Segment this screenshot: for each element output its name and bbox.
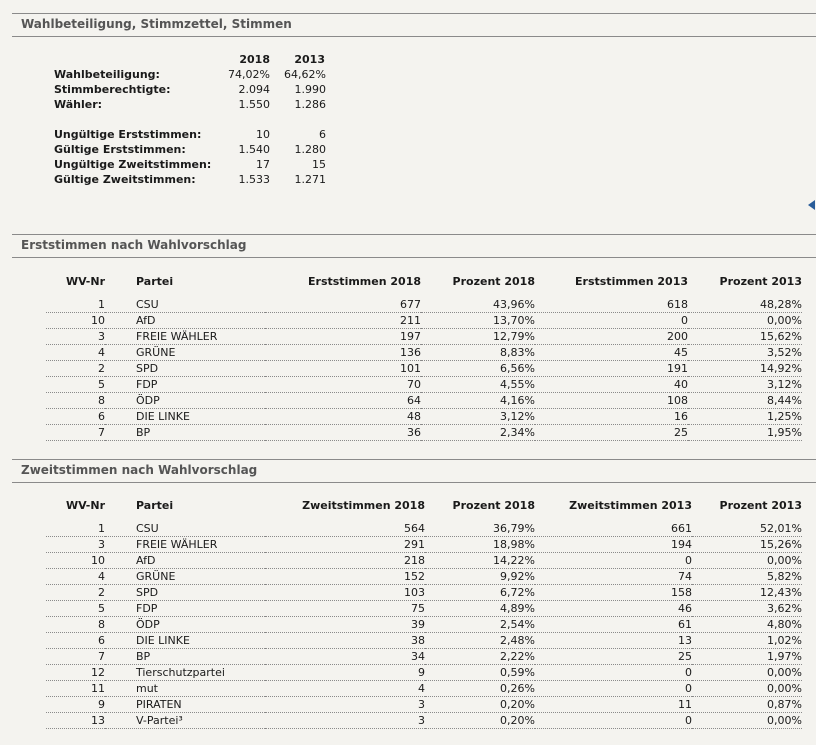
prozent-2018-cell: 0,59% (425, 665, 535, 681)
stat-label: Gültige Zweitstimmen: (54, 173, 196, 186)
stimmen-2018-cell: 3 (265, 697, 425, 713)
stimmen-2013-cell: 0 (535, 665, 692, 681)
table-row (46, 601, 802, 617)
stimmen-2013-cell: 0 (535, 681, 692, 697)
zweit-section-header (12, 459, 816, 483)
partei-cell: FDP (105, 601, 265, 617)
wv-nr-cell: 7 (46, 425, 105, 441)
prozent-2018-cell: 0,20% (425, 713, 535, 729)
stat-value-2013: 1.286 (294, 98, 326, 111)
table-row (46, 681, 802, 697)
wv-nr-cell: 6 (46, 409, 105, 425)
wv-nr-cell: 2 (46, 585, 105, 601)
stimmen-2018-cell: 34 (265, 649, 425, 665)
partei-cell: PIRATEN (105, 697, 265, 713)
stimmen-2013-cell: 108 (535, 393, 688, 409)
stimmen-2013-cell: 0 (535, 713, 692, 729)
stat-row (54, 127, 326, 142)
partei-cell: DIE LINKE (105, 409, 265, 425)
prozent-2018-cell: 14,22% (425, 553, 535, 569)
partei-cell: GRÜNE (105, 569, 265, 585)
prozent-2018-cell: 4,89% (425, 601, 535, 617)
table-row (46, 425, 802, 441)
stat-value-2013: 1.280 (294, 143, 326, 156)
stimmen-2018-header: Erststimmen 2018 (308, 275, 421, 288)
partei-cell: mut (105, 681, 265, 697)
partei-header: Partei (136, 275, 174, 288)
prozent-2013-cell: 1,25% (688, 409, 802, 425)
prozent-2018-cell: 4,16% (421, 393, 535, 409)
table-row (46, 649, 802, 665)
stimmen-2018-cell: 75 (265, 601, 425, 617)
partei-cell: ÖDP (105, 393, 265, 409)
partei-cell: V-Partei³ (105, 713, 265, 729)
table-row (46, 537, 802, 553)
stimmen-2018-cell: 36 (265, 425, 421, 441)
partei-cell: FREIE WÄHLER (105, 329, 265, 345)
table-row (46, 665, 802, 681)
partei-cell: CSU (105, 297, 265, 313)
stat-value-2013: 1.271 (294, 173, 326, 186)
prozent-2013-cell: 12,43% (692, 585, 802, 601)
prozent-2013-cell: 0,00% (692, 665, 802, 681)
stat-value-2018: 1.550 (238, 98, 270, 111)
prozent-2013-cell: 0,00% (692, 713, 802, 729)
stimmen-2013-cell: 40 (535, 377, 688, 393)
stat-value-2018: 2.094 (238, 83, 270, 96)
zweit-title: Zweitstimmen nach Wahlvorschlag (21, 463, 258, 477)
prozent-2013-cell: 0,00% (688, 313, 802, 329)
stimmen-2018-cell: 152 (265, 569, 425, 585)
table-row (46, 297, 802, 313)
partei-cell: ÖDP (105, 617, 265, 633)
stimmen-2013-cell: 25 (535, 425, 688, 441)
partei-cell: Tierschutzpartei (105, 665, 265, 681)
prozent-2013-cell: 0,00% (692, 681, 802, 697)
stat-value-2018: 17 (256, 158, 270, 171)
stimmen-2013-header: Erststimmen 2013 (575, 275, 688, 288)
prozent-2018-cell: 6,56% (421, 361, 535, 377)
table-row (46, 633, 802, 649)
prozent-2018-cell: 0,20% (425, 697, 535, 713)
stimmen-2018-cell: 197 (265, 329, 421, 345)
stat-row (54, 82, 326, 97)
table-row (46, 377, 802, 393)
prozent-2018-header: Prozent 2018 (452, 275, 535, 288)
prozent-2018-cell: 43,96% (421, 297, 535, 313)
partei-cell: DIE LINKE (105, 633, 265, 649)
stimmen-2013-cell: 46 (535, 601, 692, 617)
prozent-2013-cell: 4,80% (692, 617, 802, 633)
prozent-2013-cell: 52,01% (692, 521, 802, 537)
stat-row (54, 157, 326, 172)
partei-cell: FDP (105, 377, 265, 393)
stimmen-2013-cell: 661 (535, 521, 692, 537)
stimmen-2018-cell: 291 (265, 537, 425, 553)
stat-value-2013: 64,62% (284, 68, 326, 81)
wv-nr-cell: 3 (46, 329, 105, 345)
stimmen-2013-header: Zweitstimmen 2013 (569, 499, 692, 512)
stimmen-2018-cell: 677 (265, 297, 421, 313)
prozent-2018-cell: 13,70% (421, 313, 535, 329)
partei-cell: SPD (105, 361, 265, 377)
prozent-2018-cell: 8,83% (421, 345, 535, 361)
table-row (46, 553, 802, 569)
stimmen-2018-cell: 101 (265, 361, 421, 377)
wv-nr-cell: 7 (46, 649, 105, 665)
table-row (46, 617, 802, 633)
partei-cell: CSU (105, 521, 265, 537)
wv-nr-cell: 1 (46, 297, 105, 313)
stimmen-2018-cell: 3 (265, 713, 425, 729)
prozent-2013-cell: 8,44% (688, 393, 802, 409)
partei-cell: AfD (105, 553, 265, 569)
stimmen-2018-cell: 64 (265, 393, 421, 409)
stimmen-2013-cell: 618 (535, 297, 688, 313)
stat-row (54, 67, 326, 82)
stat-value-2013: 1.990 (294, 83, 326, 96)
stimmen-2013-cell: 16 (535, 409, 688, 425)
prozent-2013-header: Prozent 2013 (719, 275, 802, 288)
prozent-2018-cell: 6,72% (425, 585, 535, 601)
prozent-2018-cell: 3,12% (421, 409, 535, 425)
prozent-2013-header: Prozent 2013 (719, 499, 802, 512)
prozent-2013-cell: 48,28% (688, 297, 802, 313)
prozent-2013-cell: 1,02% (692, 633, 802, 649)
stat-value-2013: 15 (312, 158, 326, 171)
scroll-arrow-icon[interactable] (808, 200, 815, 210)
partei-cell: SPD (105, 585, 265, 601)
prozent-2018-cell: 12,79% (421, 329, 535, 345)
prozent-2013-cell: 15,26% (692, 537, 802, 553)
wv-nr-cell: 10 (46, 553, 105, 569)
stimmen-2013-cell: 158 (535, 585, 692, 601)
table-row (46, 569, 802, 585)
stat-row (54, 172, 326, 187)
wv-nr-cell: 8 (46, 393, 105, 409)
table-row (46, 393, 802, 409)
stimmen-2018-cell: 218 (265, 553, 425, 569)
stimmen-2018-cell: 9 (265, 665, 425, 681)
wv-nr-cell: 12 (46, 665, 105, 681)
partei-cell: BP (105, 649, 265, 665)
stat-label: Ungültige Erststimmen: (54, 128, 202, 141)
erststimmen-table (46, 274, 802, 441)
partei-cell: GRÜNE (105, 345, 265, 361)
prozent-2013-cell: 3,62% (692, 601, 802, 617)
stat-label: Stimmberechtigte: (54, 83, 171, 96)
partei-header: Partei (136, 499, 174, 512)
prozent-2013-cell: 1,97% (692, 649, 802, 665)
stimmen-2013-cell: 45 (535, 345, 688, 361)
prozent-2018-cell: 2,54% (425, 617, 535, 633)
prozent-2018-header: Prozent 2018 (452, 499, 535, 512)
wv-nr-header: WV-Nr (65, 499, 105, 512)
wv-nr-cell: 8 (46, 617, 105, 633)
turnout-stats (54, 52, 326, 187)
stimmen-2013-cell: 11 (535, 697, 692, 713)
stimmen-2018-cell: 211 (265, 313, 421, 329)
stimmen-2013-cell: 74 (535, 569, 692, 585)
table-row (46, 409, 802, 425)
stimmen-2018-cell: 70 (265, 377, 421, 393)
stimmen-2013-cell: 194 (535, 537, 692, 553)
year-2013-header: 2013 (294, 53, 325, 66)
stimmen-2013-cell: 191 (535, 361, 688, 377)
stat-row (54, 97, 326, 112)
prozent-2013-cell: 1,95% (688, 425, 802, 441)
table-row (46, 361, 802, 377)
prozent-2013-cell: 15,62% (688, 329, 802, 345)
stimmen-2018-cell: 4 (265, 681, 425, 697)
stat-label: Ungültige Zweitstimmen: (54, 158, 212, 171)
table-row (46, 713, 802, 729)
wv-nr-header: WV-Nr (65, 275, 105, 288)
prozent-2018-cell: 2,34% (421, 425, 535, 441)
stat-value-2018: 10 (256, 128, 270, 141)
stimmen-2018-header: Zweitstimmen 2018 (302, 499, 425, 512)
stimmen-2013-cell: 200 (535, 329, 688, 345)
table-row (46, 329, 802, 345)
prozent-2013-cell: 0,87% (692, 697, 802, 713)
wv-nr-cell: 6 (46, 633, 105, 649)
prozent-2013-cell: 3,12% (688, 377, 802, 393)
stat-label: Wahlbeteiligung: (54, 68, 160, 81)
zweitstimmen-table (46, 498, 802, 729)
wv-nr-cell: 9 (46, 697, 105, 713)
prozent-2018-cell: 4,55% (421, 377, 535, 393)
erst-title: Erststimmen nach Wahlvorschlag (21, 238, 247, 252)
partei-cell: BP (105, 425, 265, 441)
wv-nr-cell: 4 (46, 345, 105, 361)
prozent-2013-cell: 3,52% (688, 345, 802, 361)
year-2018-header: 2018 (239, 53, 270, 66)
stimmen-2013-cell: 25 (535, 649, 692, 665)
stimmen-2013-cell: 0 (535, 313, 688, 329)
wv-nr-cell: 5 (46, 601, 105, 617)
stimmen-2018-cell: 39 (265, 617, 425, 633)
wv-nr-cell: 1 (46, 521, 105, 537)
prozent-2018-cell: 2,48% (425, 633, 535, 649)
prozent-2018-cell: 2,22% (425, 649, 535, 665)
prozent-2018-cell: 0,26% (425, 681, 535, 697)
stimmen-2013-cell: 0 (535, 553, 692, 569)
stat-row (54, 142, 326, 157)
stimmen-2018-cell: 564 (265, 521, 425, 537)
partei-cell: AfD (105, 313, 265, 329)
prozent-2018-cell: 9,92% (425, 569, 535, 585)
prozent-2018-cell: 36,79% (425, 521, 535, 537)
prozent-2013-cell: 14,92% (688, 361, 802, 377)
turnout-title: Wahlbeteiligung, Stimmzettel, Stimmen (21, 17, 292, 31)
wv-nr-cell: 5 (46, 377, 105, 393)
wv-nr-cell: 11 (46, 681, 105, 697)
wv-nr-cell: 10 (46, 313, 105, 329)
erst-section-header (12, 234, 816, 258)
wv-nr-cell: 3 (46, 537, 105, 553)
prozent-2013-cell: 0,00% (692, 553, 802, 569)
stimmen-2018-cell: 103 (265, 585, 425, 601)
wv-nr-cell: 13 (46, 713, 105, 729)
stimmen-2013-cell: 61 (535, 617, 692, 633)
stat-value-2013: 6 (319, 128, 326, 141)
prozent-2018-cell: 18,98% (425, 537, 535, 553)
wv-nr-cell: 4 (46, 569, 105, 585)
table-row (46, 697, 802, 713)
stimmen-2018-cell: 48 (265, 409, 421, 425)
turnout-section-header (12, 13, 816, 37)
stimmen-2018-cell: 136 (265, 345, 421, 361)
stat-value-2018: 74,02% (228, 68, 270, 81)
table-row (46, 521, 802, 537)
stat-label: Wähler: (54, 98, 103, 111)
stat-value-2018: 1.533 (238, 173, 270, 186)
prozent-2013-cell: 5,82% (692, 569, 802, 585)
table-row (46, 313, 802, 329)
table-row (46, 345, 802, 361)
partei-cell: FREIE WÄHLER (105, 537, 265, 553)
wv-nr-cell: 2 (46, 361, 105, 377)
stat-value-2018: 1.540 (238, 143, 270, 156)
stimmen-2013-cell: 13 (535, 633, 692, 649)
stimmen-2018-cell: 38 (265, 633, 425, 649)
stat-label: Gültige Erststimmen: (54, 143, 186, 156)
table-row (46, 585, 802, 601)
